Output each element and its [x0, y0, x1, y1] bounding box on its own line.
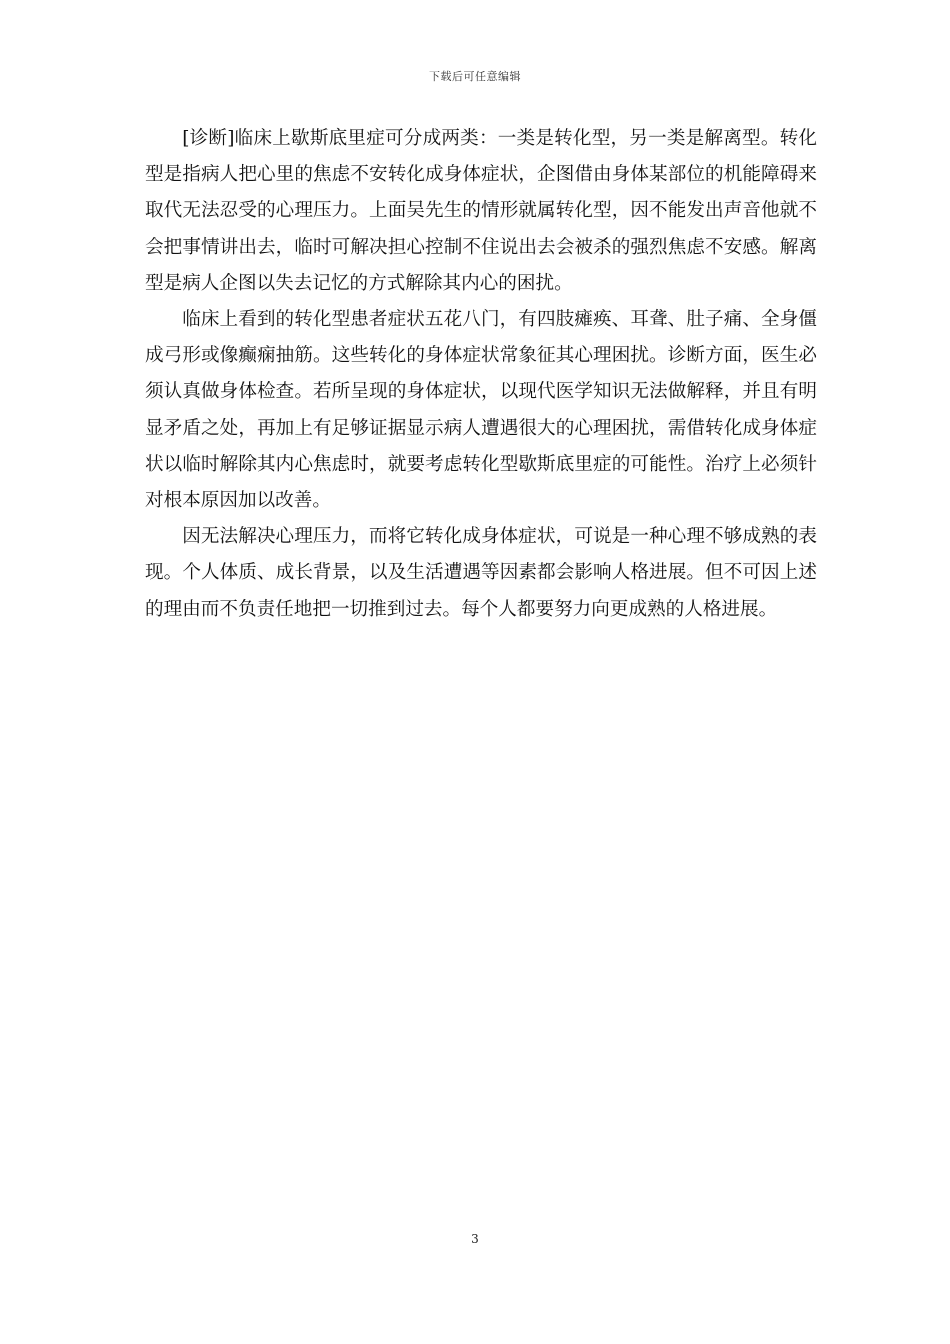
paragraph-conclusion: 因无法解决心理压力，而将它转化成身体症状，可说是一种心理不够成熟的表现。个人体质、成长背景，以及生活遭遇等因素都会影响人格进展。但不可因上述的理由而不负责任地把一切推到过去。每个人都要努力向更成熟的人格进展。	[145, 526, 817, 620]
paragraph-diagnosis: [诊断]临床上歇斯底里症可分成两类：一类是转化型，另一类是解离型。转化型是指病人把心里的焦虑不安转化成身体症状，企图借由身体某部位的机能障碍来取代无法忍受的心理压力。上面吴先生的情形就属转化型，因不能发出声音他就不会把事情讲出去，临时可解决担心控制不住说出去会被杀的强烈焦虑不安感。解离型是病人企图以失去记忆的方式解除其内心的困扰。	[145, 128, 817, 294]
page-number: 3	[471, 1232, 479, 1246]
page-header: 下载后可任意编辑	[429, 70, 521, 83]
paragraph-symptoms: 临床上看到的转化型患者症状五花八门，有四肢瘫痪、耳聋、肚子痛、全身僵成弓形或像癫痫抽筋。这些转化的身体症状常象征其心理困扰。诊断方面，医生必须认真做身体检查。若所呈现的身体症状，以现代医学知识无法做解释，并且有明显矛盾之处，再加上有足够证据显示病人遭遇很大的心理困扰，需借转化成身体症状以临时解除其内心焦虑时，就要考虑转化型歇斯底里症的可能性。治疗上必须针对根本原因加以改善。	[145, 309, 817, 512]
document-body	[145, 121, 817, 628]
